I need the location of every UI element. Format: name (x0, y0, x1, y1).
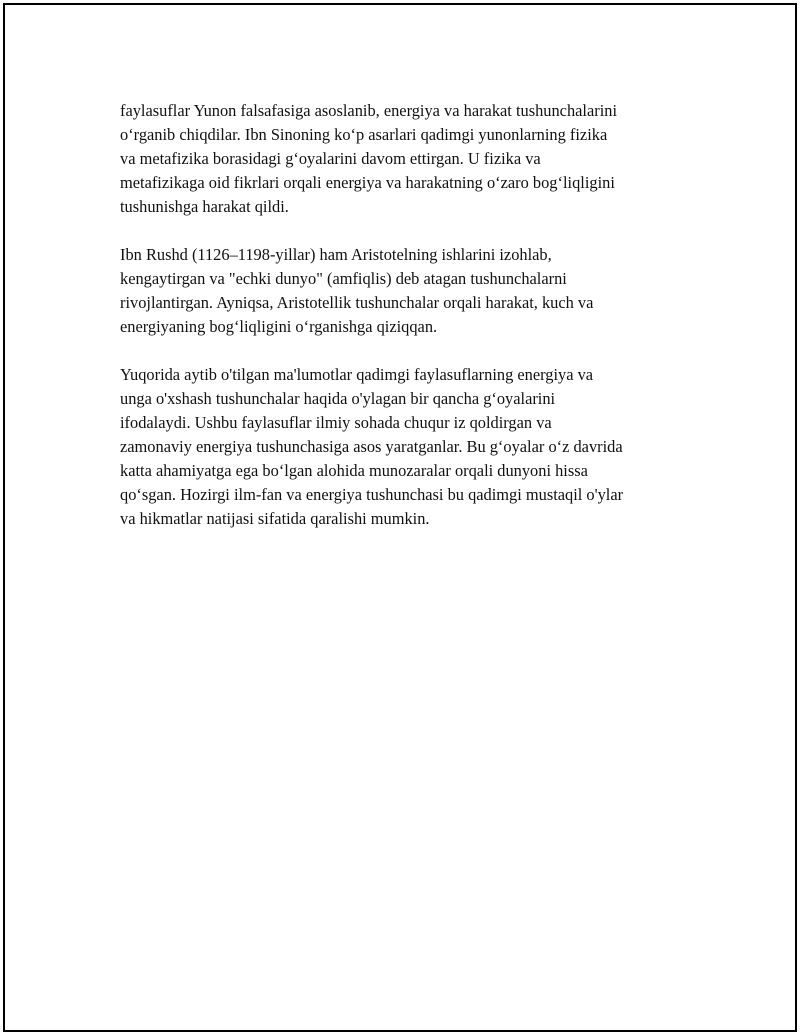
text-line: zamonaviy energiya tushunchasiga asos yaratganlar. Bu g‘oyalar o‘z davrida (120, 437, 623, 456)
text-line: va hikmatlar natijasi sifatida qaralishi mumkin. (120, 509, 430, 528)
text-line: Ibn Rushd (1126–1198-yillar) ham Aristotelning ishlarini izohlab, (120, 245, 552, 264)
text-line: Yuqorida aytib o'tilgan ma'lumotlar qadimgi faylasuflarning energiya va (120, 365, 594, 384)
text-line: unga o'xshash tushunchalar haqida o'ylagan bir qancha g‘oyalarini (120, 389, 556, 408)
paragraph (120, 243, 710, 339)
text-line: energiyaning bog‘liqligini o‘rganishga qiziqqan. (120, 317, 438, 336)
document-body (120, 99, 710, 555)
text-line: tushunishga harakat qildi. (120, 197, 289, 216)
text-line: metafizikaga oid fikrlari orqali energiya va harakatning o‘zaro bog‘liqligini (120, 173, 615, 192)
text-line: faylasuflar Yunon falsafasiga asoslanib, energiya va harakat tushunchalarini (120, 101, 617, 120)
text-line: va metafizika borasidagi g‘oyalarini davom ettirgan. U fizika va (120, 149, 541, 168)
text-line: qo‘sgan. Hozirgi ilm-fan va energiya tushunchasi bu qadimgi mustaqil o'ylar (120, 485, 624, 504)
paragraph (120, 99, 710, 219)
paragraph (120, 363, 710, 531)
text-line: katta ahamiyatga ega bo‘lgan alohida munozaralar orqali dunyoni hissa (120, 461, 588, 480)
text-line: o‘rganib chiqdilar. Ibn Sinoning ko‘p asarlari qadimgi yunonlarning fizika (120, 125, 608, 144)
document-page (3, 3, 797, 1032)
text-line: kengaytirgan va "echki dunyo" (amfiqlis) deb atagan tushunchalarni (120, 269, 567, 288)
text-line: ifodalaydi. Ushbu faylasuflar ilmiy sohada chuqur iz qoldirgan va (120, 413, 552, 432)
text-line: rivojlantirgan. Ayniqsa, Aristotellik tushunchalar orqali harakat, kuch va (120, 293, 594, 312)
